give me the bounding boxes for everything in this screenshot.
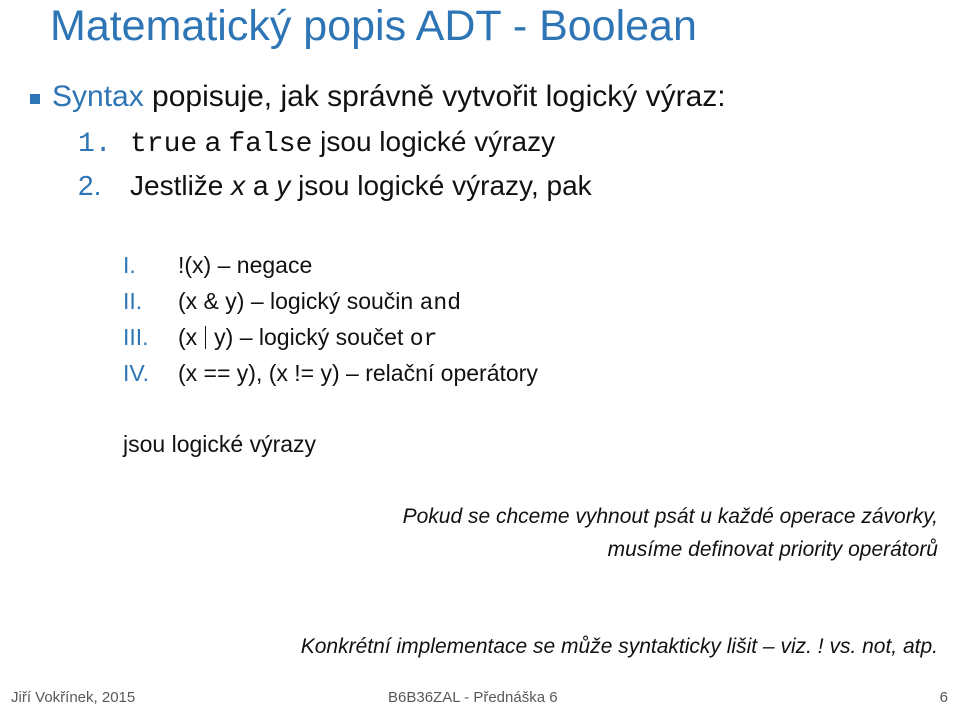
numbered-marker-1: 1. bbox=[78, 129, 112, 160]
variable-y: y bbox=[276, 170, 291, 201]
implementation-note: Konkrétní implementace se může syntakticky lišit – viz. ! vs. not, atp. bbox=[300, 635, 938, 658]
and-text-2: a bbox=[245, 170, 277, 201]
true-keyword: true bbox=[130, 129, 198, 160]
main-bullet-text bbox=[52, 80, 726, 113]
conclusion-text: jsou logické výrazy bbox=[123, 431, 317, 457]
syntax-keyword: Syntax bbox=[52, 80, 144, 113]
and-text-1: a bbox=[197, 126, 229, 157]
and-operator: and bbox=[419, 290, 462, 316]
main-bullet-rest: popisuje, jak správně vytvořit logický výraz: bbox=[143, 80, 726, 113]
rule-logical-or bbox=[123, 322, 823, 354]
rule-negation bbox=[123, 250, 823, 280]
or-expression-right: y) – logický součet bbox=[214, 324, 410, 350]
numbered-marker-2: 2. bbox=[78, 170, 102, 201]
relational-expression: (x == y), (x != y) – relační operátory bbox=[178, 360, 538, 386]
numbered-item-2 bbox=[78, 168, 938, 204]
footer-page-number: 6 bbox=[939, 689, 948, 706]
priority-note-line-1: Pokud se chceme vyhnout psát u každé operace závorky, bbox=[402, 505, 938, 528]
numbered-item-1-rest: jsou logické výrazy bbox=[312, 126, 556, 157]
numbered-item-2-rest: jsou logické výrazy, pak bbox=[290, 170, 592, 201]
and-expression: (x & y) – logický součin bbox=[178, 288, 420, 314]
roman-numeral-3: III. bbox=[123, 324, 149, 350]
square-bullet-icon bbox=[30, 94, 40, 104]
footer-author: Jiří Vokřínek, 2015 bbox=[11, 689, 136, 706]
or-operator: or bbox=[409, 326, 438, 352]
negation-expression: !(x) – negace bbox=[178, 252, 313, 278]
priority-note-line-2: musíme definovat priority operátorů bbox=[607, 538, 938, 561]
footer-course: B6B36ZAL - Přednáška 6 bbox=[388, 689, 558, 706]
false-keyword: false bbox=[228, 129, 313, 160]
roman-numeral-1: I. bbox=[123, 252, 136, 278]
rule-logical-and bbox=[123, 286, 823, 318]
rule-relational bbox=[123, 358, 823, 388]
variable-x: x bbox=[231, 170, 246, 201]
or-pipe-symbol bbox=[205, 326, 206, 349]
roman-numeral-4: IV. bbox=[123, 360, 150, 386]
slide-title: Matematický popis ADT - Boolean bbox=[50, 2, 697, 50]
roman-numeral-2: II. bbox=[123, 288, 143, 314]
if-text: Jestliže bbox=[130, 170, 232, 201]
main-bullet bbox=[30, 78, 930, 116]
or-expression-left: (x bbox=[178, 324, 198, 350]
numbered-item-1 bbox=[78, 124, 938, 163]
